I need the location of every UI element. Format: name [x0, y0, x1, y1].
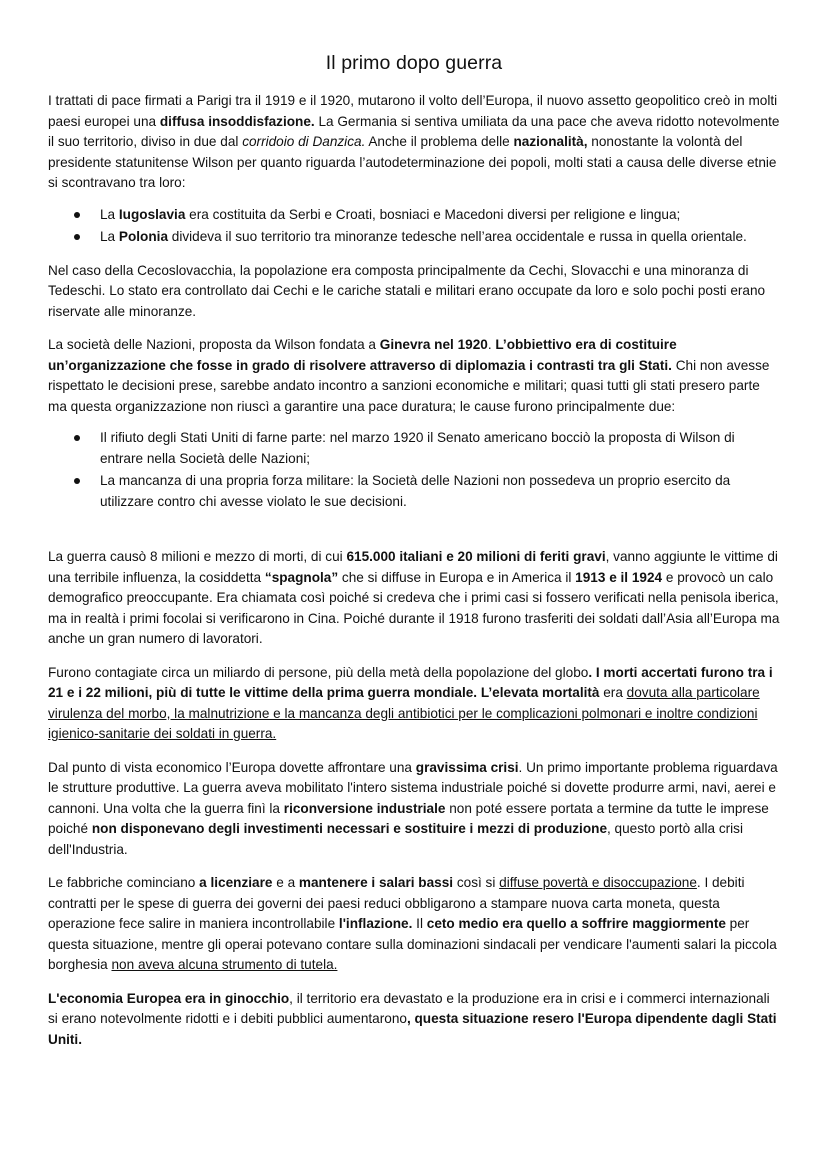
- page-title: Il primo dopo guerra: [325, 52, 503, 74]
- list-item-polonia: La Polonia divideva il suo territorio tra minoranze tedesche nell’area occidentale e russa in quella orientale.: [74, 227, 780, 248]
- list-item-forza-militare: La mancanza di una propria forza militare: la Società delle Nazioni non possedeva un proprio esercito da utilizzare contro chi avesse violato le sue decisioni.: [74, 471, 780, 512]
- nationalities-list: [48, 205, 780, 248]
- bullet-icon: [74, 212, 80, 218]
- paragraph-contagiati: Furono contagiate circa un miliardo di persone, più della metà della popolazione del globo. I morti accertati furono tra i 21 e i 22 milioni, più di tutte le vittime della prima guerra mondiale. L’elevata mortalità era dovuta alla particolare virulenza del morbo, la malnutrizione e la mancanza degli antibiotici per le complicazioni polmonari e inoltre condizioni igienico-sanitarie dei soldati in guerra.: [48, 664, 773, 741]
- section-gap: [48, 525, 780, 547]
- paragraph-trattati: I trattati di pace firmati a Parigi tra il 1919 e il 1920, mutarono il volto dell’Europa, il nuovo assetto geopolitico creò in molti paesi europei una diffusa insoddisfazione. La Germania si sentiva umiliata da una pace che aveva ridotto notevolmente il suo territorio, diviso in due dal corridoio di Danzica. Anche il problema delle nazionalità, nonostante la volontà del presidente statunitense Wilson per quanto riguarda l’autodeterminazione dei popoli, molti stati a causa delle diverse etnie si scontravano tra loro:: [48, 93, 780, 190]
- paragraph-crisi-economica: Dal punto di vista economico l’Europa dovette affrontare una gravissima crisi. Un primo importante problema riguardava le strutture produttive. La guerra aveva mobilitato l'intero sistema industriale poiché si dovette produrre armi, navi, aerei e cannoni. Una volta che la guerra finì la riconversione industriale non poté essere portata a termine da tutte le imprese poiché non disponevano degli investimenti necessari e sostituire i mezzi di produzione, questo portò alla crisi dell'Industria.: [48, 759, 778, 857]
- causes-list: [48, 428, 780, 512]
- paragraph-societa-nazioni: La società delle Nazioni, proposta da Wilson fondata a Ginevra nel 1920. L’obbiettivo era di costituire un’organizzazione che fosse in grado di risolvere attraverso di diplomazia i contrasti tra gli Stati. Chi non avesse rispettato le decisioni prese, sarebbe andato incontro a sanzioni economiche e militari; quasi tutti gli stati presero parte ma questa organizzazione non riuscì a garantire una pace duratura; le cause furono principalmente due:: [48, 337, 770, 414]
- bullet-icon: [74, 478, 80, 484]
- list-item-iugoslavia: La Iugoslavia era costituita da Serbi e Croati, bosniaci e Macedoni diversi per religione e lingua;: [74, 205, 780, 226]
- paragraph-cecoslovacchia: Nel caso della Cecoslovacchia, la popolazione era composta principalmente da Cechi, Slovacchi e una minoranza di Tedeschi. Lo stato era controllato dai Cechi e le cariche statali e militari erano occupate da loro e solo pochi posti erano riservate alle minoranze.: [48, 262, 766, 319]
- paragraph-economia-europea: L'economia Europea era in ginocchio, il territorio era devastato e la produzione era in crisi e i commerci internazionali si erano notevolmente ridotti e i debiti pubblici aumentarono, questa situazione resero l'Europa dipendente dagli Stati Uniti.: [48, 990, 777, 1047]
- paragraph-fabbriche: Le fabbriche cominciano a licenziare e a mantenere i salari bassi così si diffuse povertà e disoccupazione. I debiti contratti per le spese di guerra dei governi dei paesi reduci obbligarono a stampare nuova carta moneta, questa operazione fece salire in maniera incontrollabile l'inflazione. Il ceto medio era quello a soffrire maggiormente per questa situazione, mentre gli operai potevano contare sulla dominazioni sindacali per vendicare l'aumenti salari la piccola borghesia non aveva alcuna strumento di tutela.: [48, 875, 777, 972]
- paragraph-spagnola: La guerra causò 8 milioni e mezzo di morti, di cui 615.000 italiani e 20 milioni di feriti gravi, vanno aggiunte le vittime di una terribile influenza, la cosiddetta “spagnola” che si diffuse in Europa e in America il 1913 e il 1924 e provocò un calo demografico preoccupante. Era chiamata così poiché si credeva che i primi casi si fossero verificati nella penisola iberica, ma in realtà i primi focolai si verificarono in Cina. Poiché durante il 1918 furono trasferiti dei soldati dall’Asia all’Europa ma anche un gran numero di lavoratori.: [48, 549, 780, 646]
- bullet-icon: [74, 435, 80, 441]
- list-item-rifiuto-usa: Il rifiuto degli Stati Uniti di farne parte: nel marzo 1920 il Senato americano bocciò la proposta di Wilson di entrare nella Società delle Nazioni;: [74, 428, 780, 469]
- bullet-icon: [74, 234, 80, 240]
